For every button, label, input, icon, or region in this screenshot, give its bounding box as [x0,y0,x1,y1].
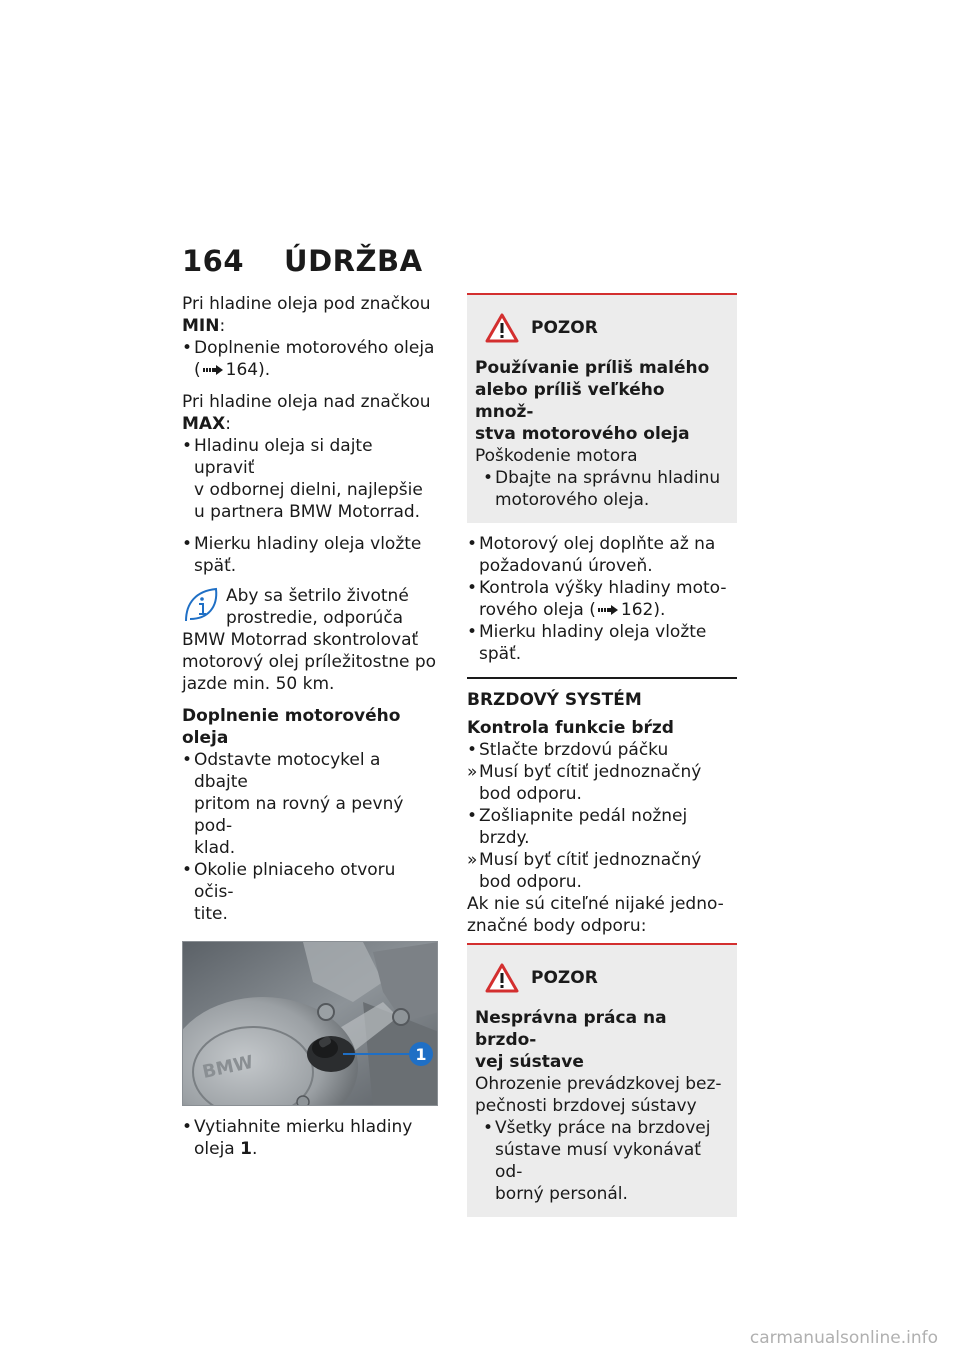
watermark: carmanualsonline.info [749,1328,938,1348]
page-number: 164 [182,244,245,278]
warning-action: • Dbajte na správnu hladinu motorového oleja. [475,467,725,511]
list-item-kontrola: • Kontrola výšky hladiny moto- rového oleja ( 162). [467,577,737,621]
list-item-doplnenie: • Doplnenie motorového oleja ( 164). [182,337,438,381]
paragraph-ak-nie: Ak nie sú citeľné nijaké jedno- značné body odporu: [467,894,724,936]
warning-header: POZOR [485,963,725,993]
page-reference-arrow-icon [203,365,223,375]
list-item-stlacte: • Stlačte brzdovú páčku [467,739,737,761]
svg-text:BMW: BMW [200,1051,256,1084]
warning-action: • Všetky práce na brzdovej sústave musí vykonávať od- borný personál. [475,1117,725,1205]
warning-triangle-icon [485,963,519,993]
section-divider [467,677,737,679]
warning-header: POZOR [485,313,725,343]
list-item-hladinu: • Hladinu oleja si dajte upraviť v odbornej dielni, najlepšie u partnera BMW Motorrad. [182,435,438,523]
result-item-1: » Musí byť cítiť jednoznačný bod odporu. [467,761,737,805]
list-item-vytiahnite: • Vytiahnite mierku hladiny oleja 1. [182,1116,438,1160]
warning-box-brakes: POZOR Nesprávna práca na brzdo- vej sústave Ohrozenie prevádzkovej bez- pečnosti brzdovej sústavy • Všetky práce na brzdovej sústave musí vykonávať od- borný personál. [467,943,737,1217]
heading-kontrola: Kontrola funkcie bŕzd [467,718,674,738]
list-item-okolie: • Okolie plniaceho otvoru očis- tite. [182,859,438,925]
section-title: BRZDOVÝ SYSTÉM [467,690,642,710]
list-item-mierku-right: • Mierku hladiny oleja vložte späť. [467,621,737,665]
heading-doplnenie: Doplnenie motorového oleja [182,706,401,748]
warning-box-oil: POZOR Používanie príliš malého alebo príliš veľkého množ- stva motorového oleja Poškodenie motora • Dbajte na správnu hladinu motorového oleja. [467,293,737,523]
list-item-mierku: • Mierku hladiny oleja vložte späť. [182,533,438,577]
right-column [467,293,737,1227]
engine-photo-illustration [183,942,438,1106]
list-item-odstavte: • Odstavte motocykel a dbajte pritom na rovný a pevný pod- klad. [182,749,438,859]
paragraph-max: Pri hladine oleja nad značkou MAX: [182,392,431,434]
warning-triangle-icon [485,313,519,343]
list-item-zosliapnite: • Zošliapnite pedál nožnej brzdy. [467,805,737,849]
page-reference-arrow-icon [598,605,618,615]
engine-oil-dipstick-photo [182,941,438,1106]
environment-note: Aby sa šetrilo životné prostredie, odporúča BMW Motorrad skontrolovať motorový olej príležitostne po jazde min. 50 km. [182,586,437,694]
environment-info-icon [182,585,222,625]
result-item-2: » Musí byť cítiť jednoznačný bod odporu. [467,849,737,893]
chapter-title: ÚDRŽBA [284,244,423,278]
callout-1: 1 [415,1045,427,1064]
left-column [182,293,438,1160]
paragraph-min: Pri hladine oleja pod značkou MIN: [182,294,431,336]
list-item-motorovy: • Motorový olej doplňte až na požadovanú úroveň. [467,533,737,577]
page-header [182,244,423,278]
